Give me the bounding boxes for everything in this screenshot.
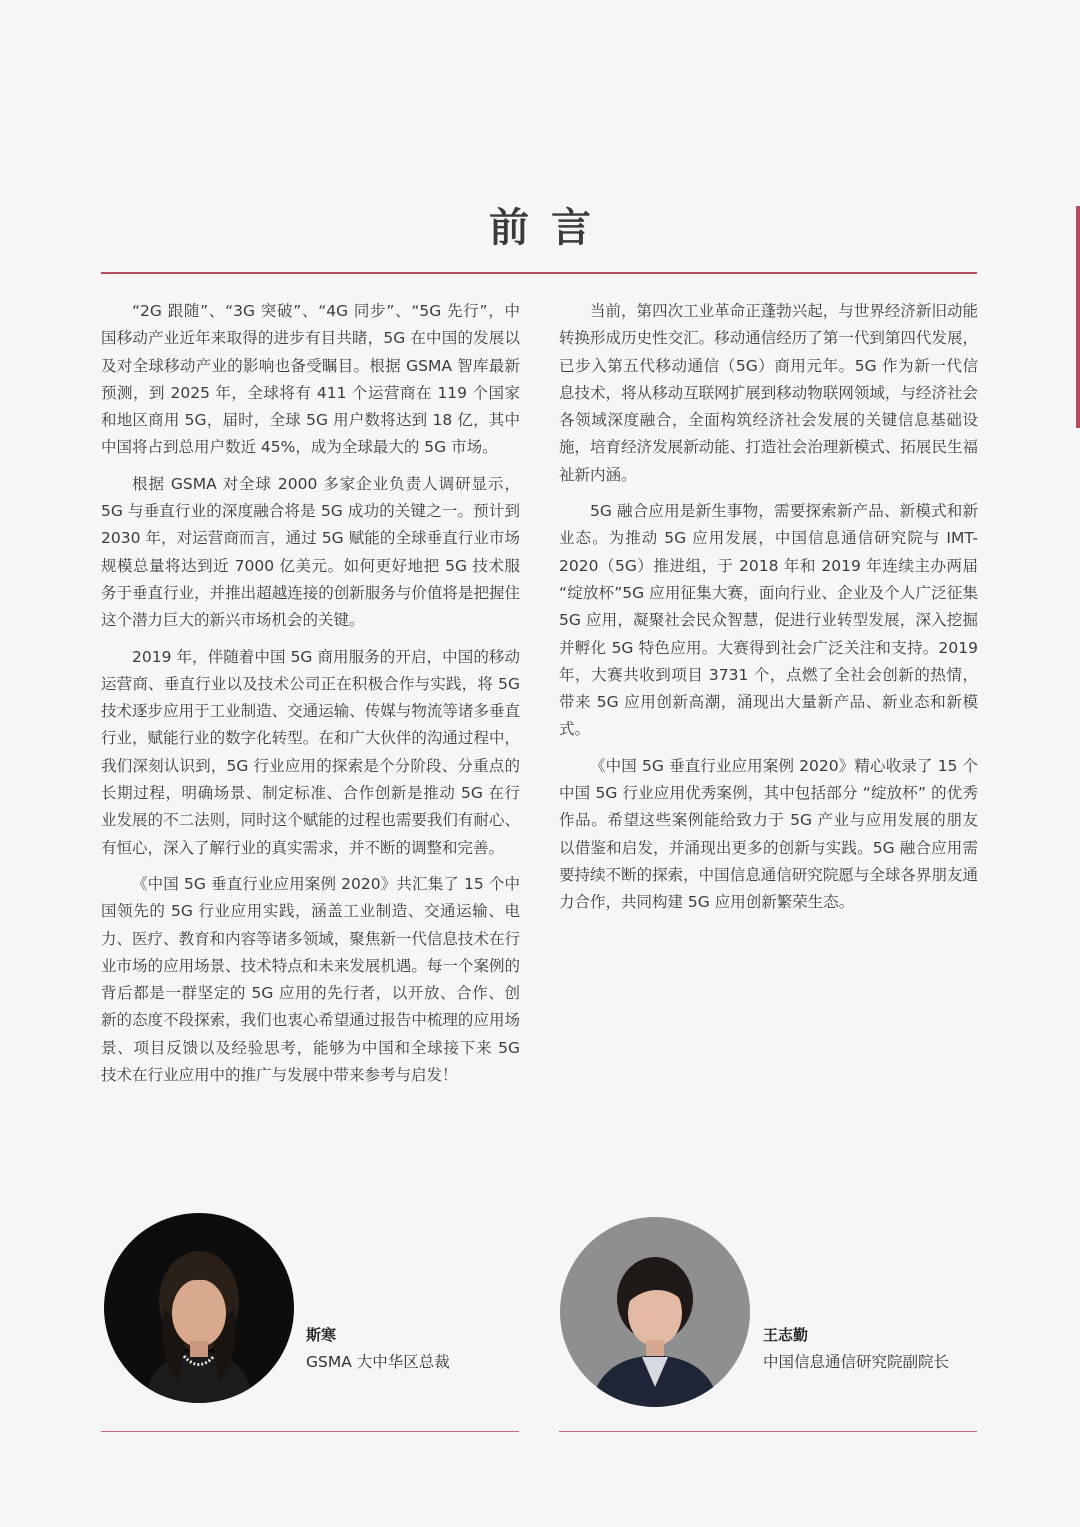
signatory-name-1: 斯寒 [306,1326,337,1344]
right-column [559,298,978,926]
signature-divider-2 [559,1431,977,1432]
paragraph: 5G 融合应用是新生事物，需要探索新产品、新模式和新业态。为推动 5G 应用发展，中国信息通信研究院与 IMT-2020（5G）推进组，于 2018 年和 2019 年连续主办两届 “绽放杯”5G 应用征集大赛，面向行业、企业及个人广泛征集 5G 应用，凝聚社会民众智慧，促进行业转型发展，深入挖掘并孵化 5G 特色应用。大赛得到社会广泛关注和支持。2019 年，大赛共收到项目 3731 个，点燃了全社会创新的热情，带来 5G 应用创新高潮，涌现出大量新产品、新业态和新模式。 [559,502,978,739]
paragraph: 《中国 5G 垂直行业应用案例 2020》精心收录了 15 个中国 5G 行业应用优秀案例，其中包括部分 “绽放杯” 的优秀作品。希望这些案例能给致力于 5G 产业与应用发展的朋友以借鉴和启发，并涌现出更多的创新与实践。5G 融合应用需要持续不断的探索，中国信息通信研究院愿与全球各界朋友通力合作，共同构建 5G 应用创新繁荣生态。 [559,756,978,912]
portrait-photo-2 [560,1217,750,1407]
signatory-name-2: 王志勤 [763,1326,809,1344]
paragraph: 当前，第四次工业革命正蓬勃兴起，与世界经济新旧动能转换形成历史性交汇。移动通信经历了第一代到第四代发展，已步入第五代移动通信（5G）商用元年。5G 作为新一代信息技术，将从移动互联网扩展到移动物联网领域，与经济社会各领域深度融合，全面构筑经济社会发展的关键信息基础设施，培育经济发展新动能、打造社会治理新模式、拓展民生福祉新内涵。 [559,302,978,484]
signatory-title-1: GSMA 大中华区总裁 [306,1353,450,1371]
signatory-title-2: 中国信息通信研究院副院长 [763,1353,950,1371]
paragraph: 根据 GSMA 对全球 2000 多家企业负责人调研显示，5G 与垂直行业的深度融合将是 5G 成功的关键之一。预计到 2030 年，对运营商而言，通过 5G 赋能的全球垂直行业市场规模总量将达到近 7000 亿美元。如何更好地把 5G 技术服务于垂直行业，并推出超越连接的创新服务与价值将是把握住这个潜力巨大的新兴市场机会的关键。 [101,474,520,630]
portrait-photo-1 [104,1213,294,1403]
page-title: 前言 [489,204,613,251]
signature-divider-1 [101,1431,519,1432]
left-column [101,298,520,1098]
paragraph: 2019 年，伴随着中国 5G 商用服务的开启，中国的移动运营商、垂直行业以及技术公司正在积极合作与实践，将 5G 技术逐步应用于工业制造、交通运输、传媒与物流等诸多垂直行业，赋能行业的数字化转型。在和广大伙伴的沟通过程中，我们深刻认识到，5G 行业应用的探索是个分阶段、分重点的长期过程，明确场景、制定标准、合作创新是推动 5G 在行业发展的不二法则，同时这个赋能的过程也需要我们有耐心、有恒心，深入了解行业的真实需求，并不断的调整和完善。 [101,647,520,857]
title-divider [101,272,977,274]
paragraph: “2G 跟随”、“3G 突破”、“4G 同步”、“5G 先行”，中国移动产业近年来取得的进步有目共睹，5G 在中国的发展以及对全球移动产业的影响也备受瞩目。根据 GSMA 智库最新预测，到 2025 年，全球将有 411 个运营商在 119 个国家和地区商用 5G，届时，全球 5G 用户数将达到 18 亿，其中中国将占到总用户数近 45%，成为全球最大的 5G 市场。 [101,302,520,457]
paragraph: 《中国 5G 垂直行业应用案例 2020》共汇集了 15 个中国领先的 5G 行业应用实践，涵盖工业制造、交通运输、电力、医疗、教育和内容等诸多领域，聚焦新一代信息技术在行业市场的应用场景、技术特点和未来发展机遇。每一个案例的背后都是一群坚定的 5G 应用的先行者，以开放、合作、创新的态度不段探索，我们也衷心希望通过报告中梳理的应用场景、项目反馈以及经验思考，能够为中国和全球接下来 5G 技术在行业应用中的推广与发展中带来参考与启发！ [101,874,520,1085]
